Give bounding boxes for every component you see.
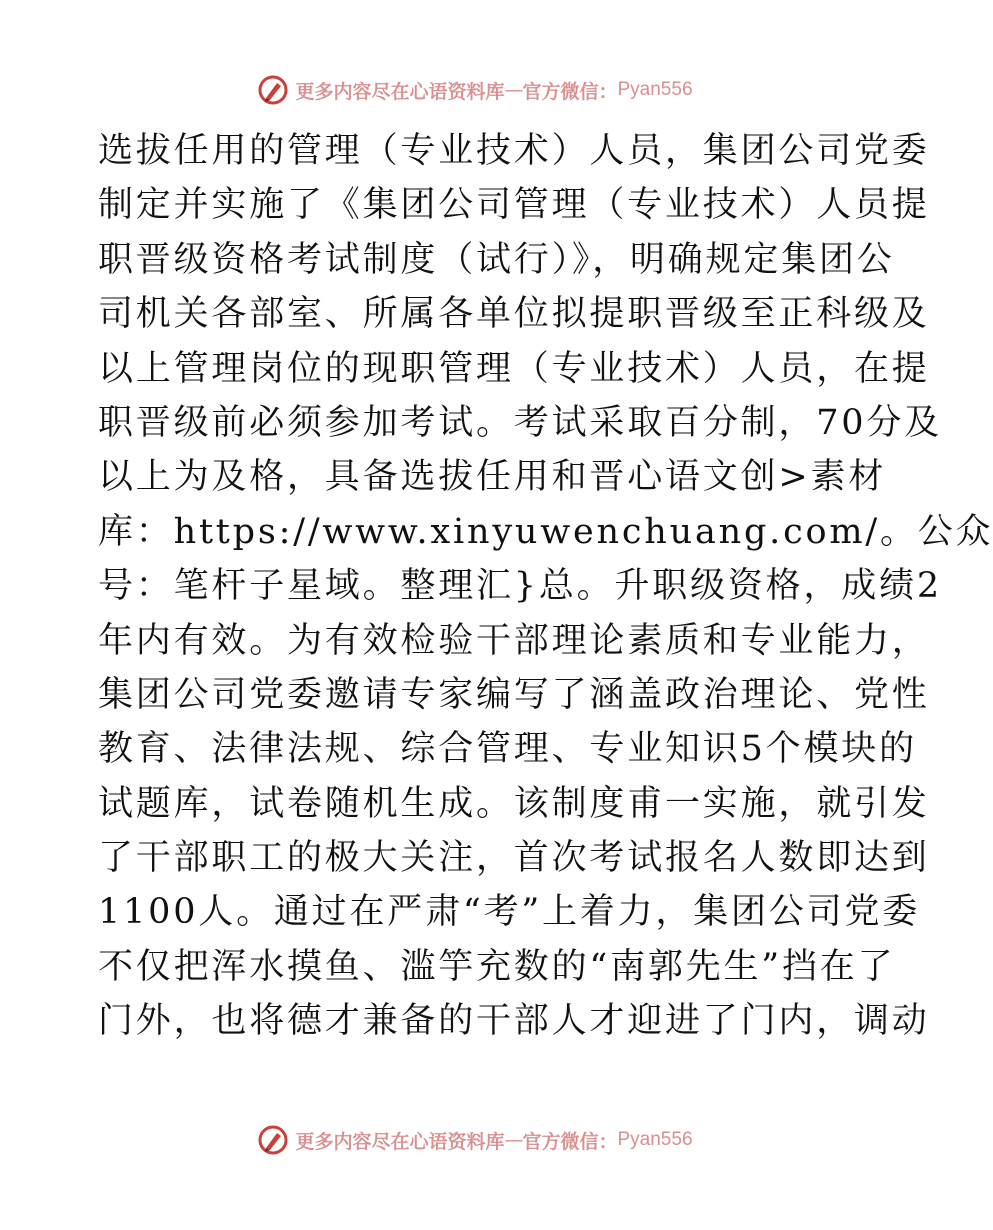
text-line: 教育、法律法规、综合管理、专业知识5个模块的 [98,729,917,770]
pen-logo-icon [257,74,289,106]
header-banner [0,72,950,108]
text-line: 1100人。通过在严肃“考”上着力，集团公司党委 [98,892,921,933]
text-line: 不仅把浑水摸鱼、滥竽充数的“南郭先生”挡在了 [98,946,896,987]
text-line: 制定并实施了《集团公司管理（专业技术）人员提 [98,185,930,226]
text-line: 以上为及格，具备选拔任用和晋心语文创>素材 [98,457,887,498]
text-line: 门外，也将德才兼备的干部人才迎进了门内，调动 [98,1001,930,1042]
banner-slogan: 更多内容尽在心语资料库 [295,80,505,103]
text-line: 司机关各部室、所属各单位拟提职晋级至正科级及 [98,294,930,335]
banner-wechat-id: Pyan556 [617,79,693,100]
text-line: 职晋级资格考试制度（试行）》，明确规定集团公 [98,239,895,280]
text-line: 职晋级前必须参加考试。考试采取百分制，70分及 [98,402,942,443]
footer-banner [0,1122,950,1158]
text-line: 年内有效。为有效检验干部理论素质和专业能力， [98,620,930,661]
text-line: 选拔任用的管理（专业技术）人员，集团公司党委 [98,131,930,171]
banner-dash: — [504,79,523,101]
body-text [98,124,993,1049]
text-line: 试题库，试卷随机生成。该制度甫一实施，就引发 [98,783,930,824]
text-line: 库：https://www.xinyuwenchuang.com/。公众 [98,511,993,552]
banner-wechat-label: 官方微信： [522,80,618,103]
banner-wechat-label: 官方微信： [522,1130,618,1153]
text-line: 了干部职工的极大关注，首次考试报名人数即达到 [98,838,930,879]
banner-slogan: 更多内容尽在心语资料库 [295,1130,505,1153]
banner-wechat-id: Pyan556 [617,1129,693,1150]
text-line: 集团公司党委邀请专家编写了涵盖政治理论、党性 [98,674,930,715]
banner-dash: — [504,1129,523,1151]
text-line: 号：笔杆子星域。整理汇}总。升职级资格，成绩2 [98,566,942,607]
text-line: 以上管理岗位的现职管理（专业技术）人员，在提 [98,348,930,389]
pen-logo-icon [257,1124,289,1156]
